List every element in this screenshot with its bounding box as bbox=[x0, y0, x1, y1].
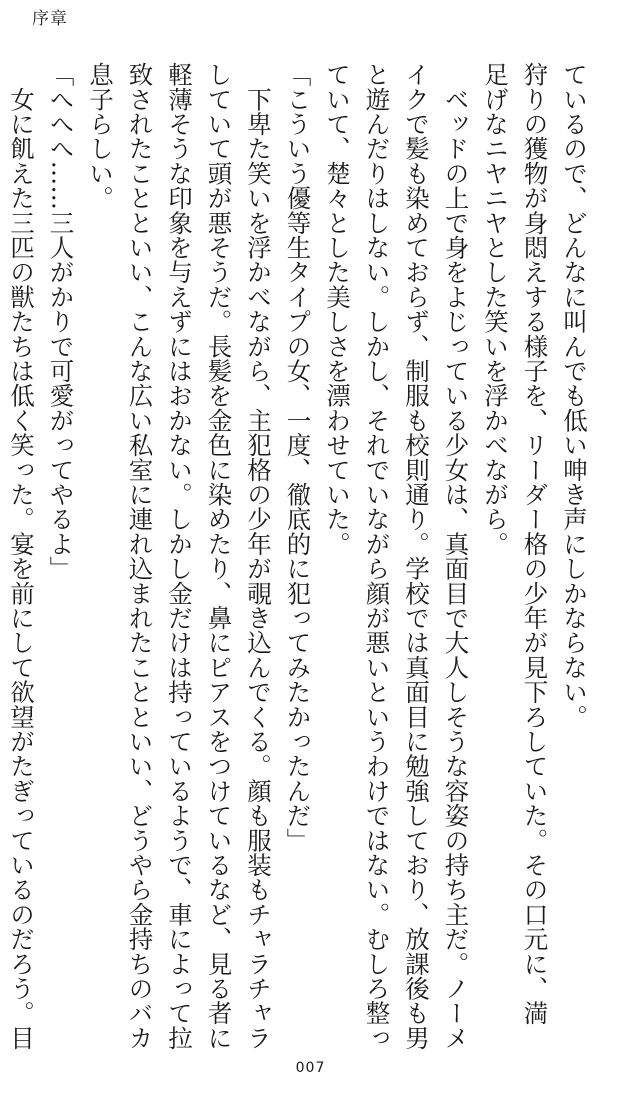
text-line: 足げなニヤニヤとした笑いを浮かべながら。 bbox=[481, 62, 510, 556]
text-line: ベッドの上で身をよじっている少女は、真面目で大人しそうな容姿の持ち主だ。ノーメ bbox=[441, 62, 471, 1050]
vertical-body-text bbox=[7, 62, 594, 1050]
text-line bbox=[0, 62, 2, 1022]
text-line: ていて、楚々とした美しさを漂わせていた。 bbox=[323, 62, 352, 556]
text-line: イクで髪も染めておらず、制服も校則通り。学校では真面目に勉強しており、放課後も男 bbox=[402, 62, 431, 1050]
text-line: 女に飢えた三匹の獣たちは低く笑った。宴を前にして欲望がたぎっているのだろう。目 bbox=[7, 62, 36, 1050]
text-line: ているので、どんなに叫んでも低い呻き声にしかならない。 bbox=[560, 62, 589, 729]
text-line: 「へへへ……三人がかりで可愛がってやるよ」 bbox=[46, 62, 76, 581]
text-line: 狩りの獲物が身悶えする様子を、リーダー格の少年が見下ろしていた。その口元に、満 bbox=[520, 62, 550, 1026]
page-number: 007 bbox=[295, 1060, 326, 1076]
text-line: 軽薄そうな印象を与えずにはおかない。しかし金だけは持っているようで、車によって拉 bbox=[165, 62, 194, 1050]
text-line: 下卑た笑いを浮かべながら、主犯格の少年が覗き込んでくる。顔も服装もチャラチャラ bbox=[244, 62, 273, 1050]
text-line: と遊んだりはしない。しかし、それでいながら顔が悪いというわけではない。むしろ整っ bbox=[362, 62, 392, 1050]
text-line: 致されたことといい、こんな広い私室に連れ込まれたことといい、どうやら金持ちのバカ bbox=[125, 62, 155, 1050]
text-line: していて頭が悪そうだ。長髪を金色に染めたり、鼻にピアスをつけているなど、見る者に bbox=[204, 62, 234, 1050]
chapter-heading: 序章 bbox=[32, 9, 68, 29]
text-line: 息子らしい。 bbox=[86, 62, 115, 211]
text-line: 「こういう優等生タイプの女、一度、徹底的に犯ってみたかったんだ」 bbox=[283, 62, 313, 853]
